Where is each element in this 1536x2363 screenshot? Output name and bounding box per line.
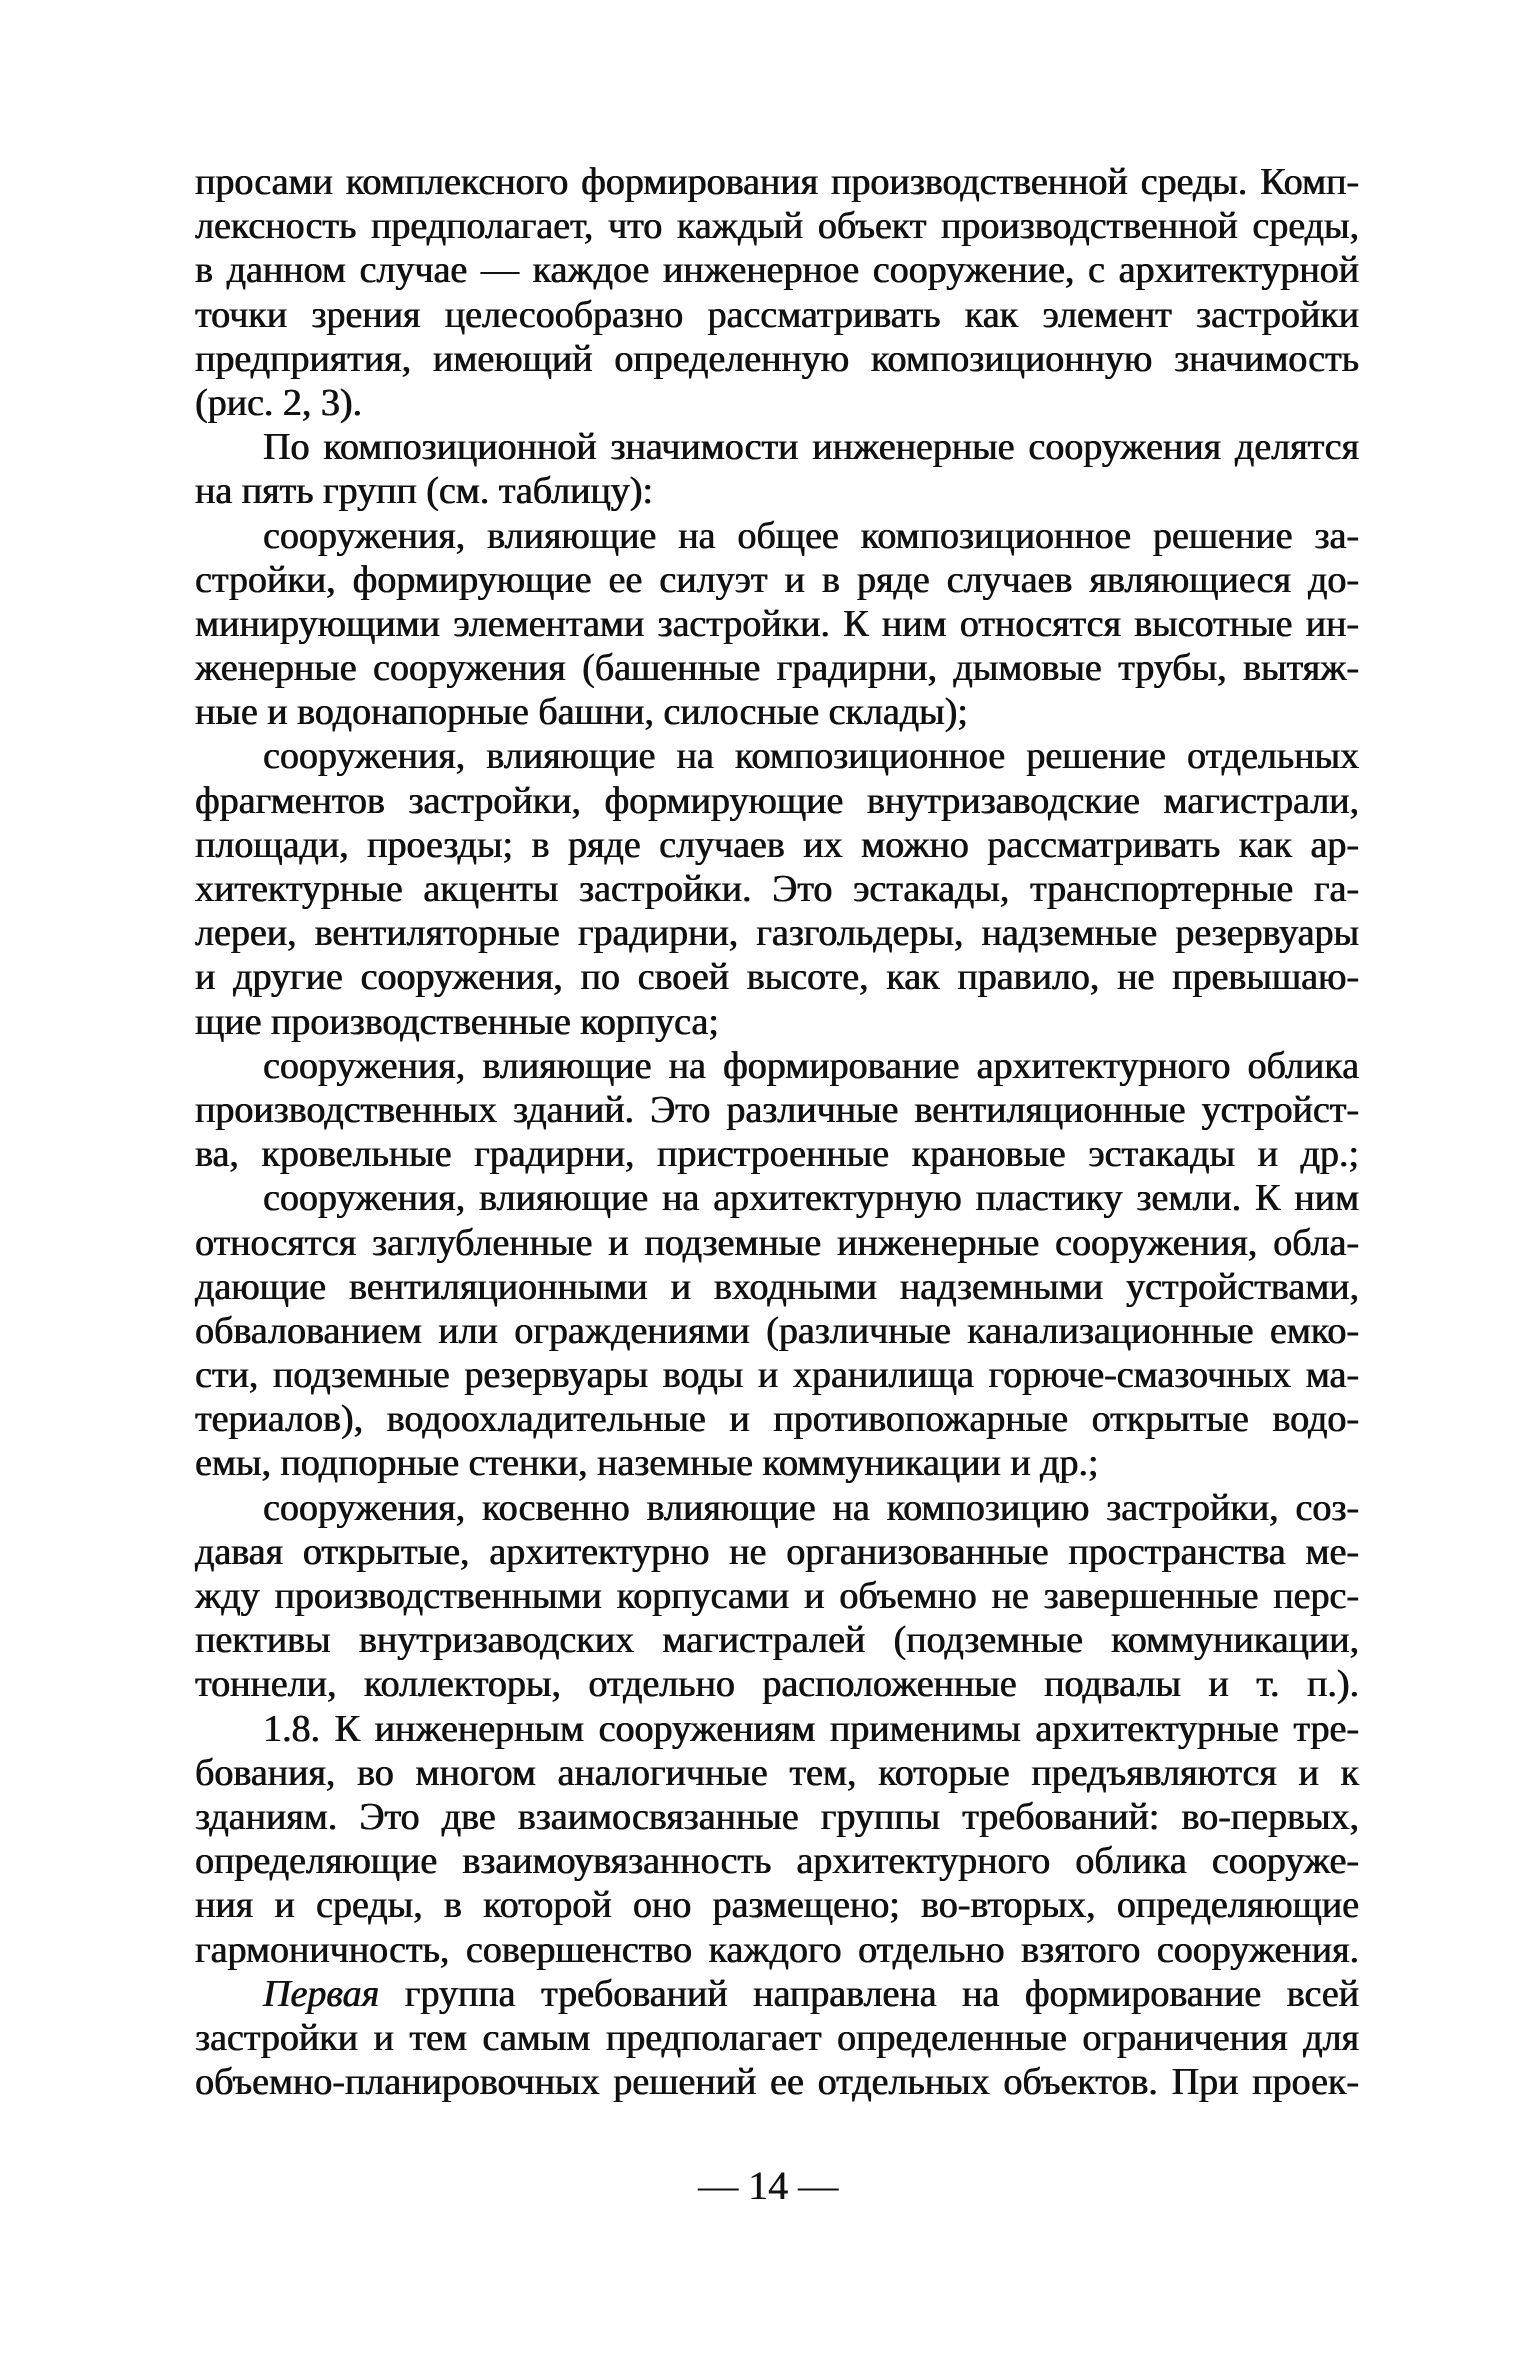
text-line: просами комплексного формирования производственной среды. Комп- <box>195 161 1359 203</box>
text-line: По композиционной значимости инженерные сооружения делятся <box>263 426 1359 469</box>
paragraph <box>195 1707 1359 1972</box>
text-line: пективы внутризаводских магистралей (подземные коммуникации, <box>195 1619 1359 1662</box>
text-line: щие производственные корпуса; <box>195 1000 719 1043</box>
text-line: бования, во многом аналогичные тем, которые предъявляются и к <box>195 1751 1359 1794</box>
text-line: лереи, вентиляторные градирни, газгольдеры, надземные резервуары <box>195 912 1359 955</box>
text-line: точки зрения целесообразно рассматривать как элемент застройки <box>195 293 1359 336</box>
text-line: дающие вентиляционными и входными надземными устройствами, <box>195 1265 1359 1308</box>
text-line: на пять групп (см. таблицу): <box>195 470 653 513</box>
page-body-text <box>195 160 1359 2104</box>
text-line: хитектурные акценты застройки. Это эстакады, транспортерные га- <box>195 868 1359 910</box>
text-line: стройки, формирующие ее силуэт и в ряде случаев являющиеся до- <box>195 558 1359 601</box>
text-line: сооружения, влияющие на формирование архитектурного облика <box>263 1044 1359 1087</box>
text-line: предприятия, имеющий определенную композиционную значимость <box>195 337 1359 380</box>
paragraph <box>195 425 1359 513</box>
paragraph <box>195 1486 1359 1707</box>
text-line: сооружения, косвенно влияющие на композицию застройки, соз- <box>263 1486 1359 1529</box>
text-line: сооружения, влияющие на общее композиционное решение за- <box>263 514 1359 557</box>
paragraph <box>195 514 1359 735</box>
page-number: — 14 — <box>698 2163 838 2208</box>
text-line: сти, подземные резервуары воды и хранилища горюче-смазочных ма- <box>195 1354 1359 1397</box>
text-line: фрагментов застройки, формирующие внутризаводские магистрали, <box>195 779 1359 822</box>
text-line: ные и водонапорные башни, силосные склады); <box>195 691 968 734</box>
text-line: ния и среды, в которой оно размещено; во-вторых, определяющие <box>195 1884 1359 1927</box>
text-line: жду производственными корпусами и объемно не завершенные перс- <box>195 1575 1359 1617</box>
paragraph <box>195 1972 1359 2105</box>
text-line: застройки и тем самым предполагает определенные ограничения для <box>195 2016 1359 2059</box>
text-line: определяющие взаимоувязанность архитектурного облика сооруже- <box>195 1840 1359 1883</box>
text-line: териалов), водоохладительные и противопожарные открытые водо- <box>195 1398 1359 1441</box>
text-line: давая открытые, архитектурно не организованные пространства ме- <box>195 1530 1359 1573</box>
text-line: обвалованием или ограждениями (различные канализационные емко- <box>195 1309 1359 1352</box>
text-line: женерные сооружения (башенные градирни, дымовые трубы, вытяж- <box>195 647 1359 690</box>
emphasized-word: Первая <box>263 1972 380 2015</box>
paragraph <box>195 160 1359 425</box>
text-line: сооружения, влияющие на архитектурную пластику земли. К ним <box>263 1177 1359 1220</box>
text-line: сооружения, влияющие на композиционное решение отдельных <box>263 735 1359 778</box>
text-line: производственных зданий. Это различные вентиляционные устройст- <box>195 1088 1359 1131</box>
paragraph <box>195 1044 1359 1177</box>
text-line: лексность предполагает, что каждый объект производственной среды, <box>195 205 1359 248</box>
text-line: ва, кровельные градирни, пристроенные крановые эстакады и др.; <box>195 1133 1359 1176</box>
paragraph <box>195 1176 1359 1485</box>
text-line: в данном случае — каждое инженерное сооружение, с архитектурной <box>195 249 1359 292</box>
text-line: 1.8. К инженерным сооружениям применимы архитектурные тре- <box>263 1707 1359 1750</box>
text-line: тоннели, коллекторы, отдельно расположенные подвалы и т. п.). <box>195 1663 1359 1706</box>
paragraph <box>195 734 1359 1043</box>
text-line: объемно-планировочных решений ее отдельных объектов. При проек- <box>195 2061 1359 2104</box>
text-line: и другие сооружения, по своей высоте, как правило, не превышаю- <box>195 956 1359 999</box>
text-line: минирующими элементами застройки. К ним относятся высотные ин- <box>195 602 1359 645</box>
text-line: гармоничность, совершенство каждого отдельно взятого сооружения. <box>195 1928 1359 1971</box>
text-line: зданиям. Это две взаимосвязанные группы требований: во-первых, <box>195 1795 1359 1838</box>
text-span: группа требований направлена на формирование всей <box>379 1972 1359 2015</box>
text-line <box>195 1972 1359 2016</box>
text-line: (рис. 2, 3). <box>195 381 363 424</box>
text-line: площади, проезды; в ряде случаев их можно рассматривать как ар- <box>195 823 1359 866</box>
text-line: емы, подпорные стенки, наземные коммуникации и др.; <box>195 1442 1099 1485</box>
text-line: относятся заглубленные и подземные инженерные сооружения, обла- <box>195 1221 1359 1264</box>
